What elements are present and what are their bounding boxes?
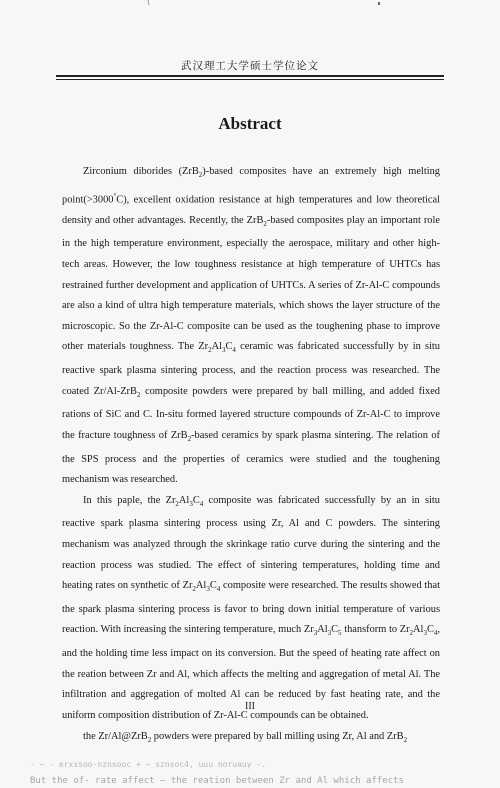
subscript: 2	[175, 499, 179, 508]
subscript: 2	[409, 629, 414, 638]
subscript: 4	[199, 499, 204, 508]
running-header: 武汉理工大学硕士学位论文	[181, 60, 319, 72]
subscript: 2	[208, 346, 212, 355]
header-rule	[56, 75, 444, 77]
page-number: III	[245, 701, 255, 712]
abstract-title: Abstract	[218, 114, 282, 133]
subscript: 2	[198, 171, 203, 180]
superscript: °	[113, 191, 117, 200]
subscript: 2	[403, 735, 408, 744]
subscript: 3	[206, 585, 210, 594]
subscript: 4	[216, 585, 221, 594]
subscript: 4	[433, 629, 438, 638]
subscript: 3	[221, 346, 226, 355]
abstract-paragraph: In this paple, the $Zr_2Al_3C_4$ composite was fabricated successfully by an in situ reactive spark plasma sintering process using Zr, Al and C powders. The sintering mechanism was analyzed through the skrinkage ratio curve during the sintering and the reaction process was studied. The effect of sintering temperatures, holding time and heating rates on synthetic of $Zr_2Al_3C_4$ composite were researched. The results showed that the spark plasma sintering process is favor to bring down initial temperature of various reaction. With increasing the sintering temperature, much $Zr_3Al_3C_5$ thansform to $Zr_2Al_3C_4$, and the holding time less impact on its conversion. But the speed of heating rate affect on the reation between Zr and Al, which affects the melting and aggregation of metal Al. The infiltration and aggregation of molted Al can be reduced by fast heating rate, and the uniform composition distribution of Zr-Al-C compounds can be obtained.	[62, 494, 440, 721]
subscript: 4	[232, 346, 236, 355]
subscript: 2	[192, 585, 196, 594]
subscript: 5	[338, 629, 342, 638]
bleed-through-line: But the of- rate affect — the reation between Zr and Al which affects	[30, 776, 404, 786]
bleed-through-line: - ~ - erxssoo-nznsooc + ~ sznsoc4, uuu noruauy -.	[30, 760, 267, 769]
subscript: 3	[313, 629, 318, 638]
subscript: 2	[263, 219, 267, 228]
abstract-paragraph: Zirconium diborides (ZrB$_2$)-based composites have an extremely high melting point(>3000°C), excellent oxidation resistance at high temperatures and low theoretical density and other advantages. Recently, the ZrB$_2$-based composites play an important role in the high temperature environment, especially the aerospace, military and other high-tech areas. However, the low toughness resistance at high temperature of UHTCs has restrained further development and application of UHTCs. A series of Zr-Al-C compounds are also a kind of ultra high temperature materials, which shows the layer structure of the microscopic. So the Zr-Al-C composite can be used as the toughening phase to improve other materials toughness. The $Zr_2Al_3C_4$ ceramic was fabricated successfully by in situ reactive spark plasma sintering process, and the reaction process was researched. The coated Zr/Al-ZrB$_2$ composite powders were prepared by ball milling, and added fixed rations of SiC and C. In-situ formed layered structure compounds of Zr-Al-C to improve the fracture toughness of ZrB$_2$-based ceramics by spark plasma sintering. The relation of the SPS process and the properties of ceramics were studied and the toughening mechanism was researched.	[62, 166, 441, 486]
subscript: 2	[147, 735, 152, 744]
abstract-paragraph: the Zr/Al@ZrB$_2$ powders were prepared by ball milling using Zr, Al and ZrB$_2$	[83, 730, 408, 744]
subscript: 3	[189, 499, 193, 508]
subscript: 2	[136, 390, 141, 399]
subscript: 2	[187, 434, 192, 443]
scan-edge-marks	[0, 0, 500, 8]
abstract-body	[62, 162, 440, 750]
header-rule-thin	[56, 79, 444, 80]
subscript: 3	[423, 629, 427, 638]
subscript: 3	[327, 629, 332, 638]
